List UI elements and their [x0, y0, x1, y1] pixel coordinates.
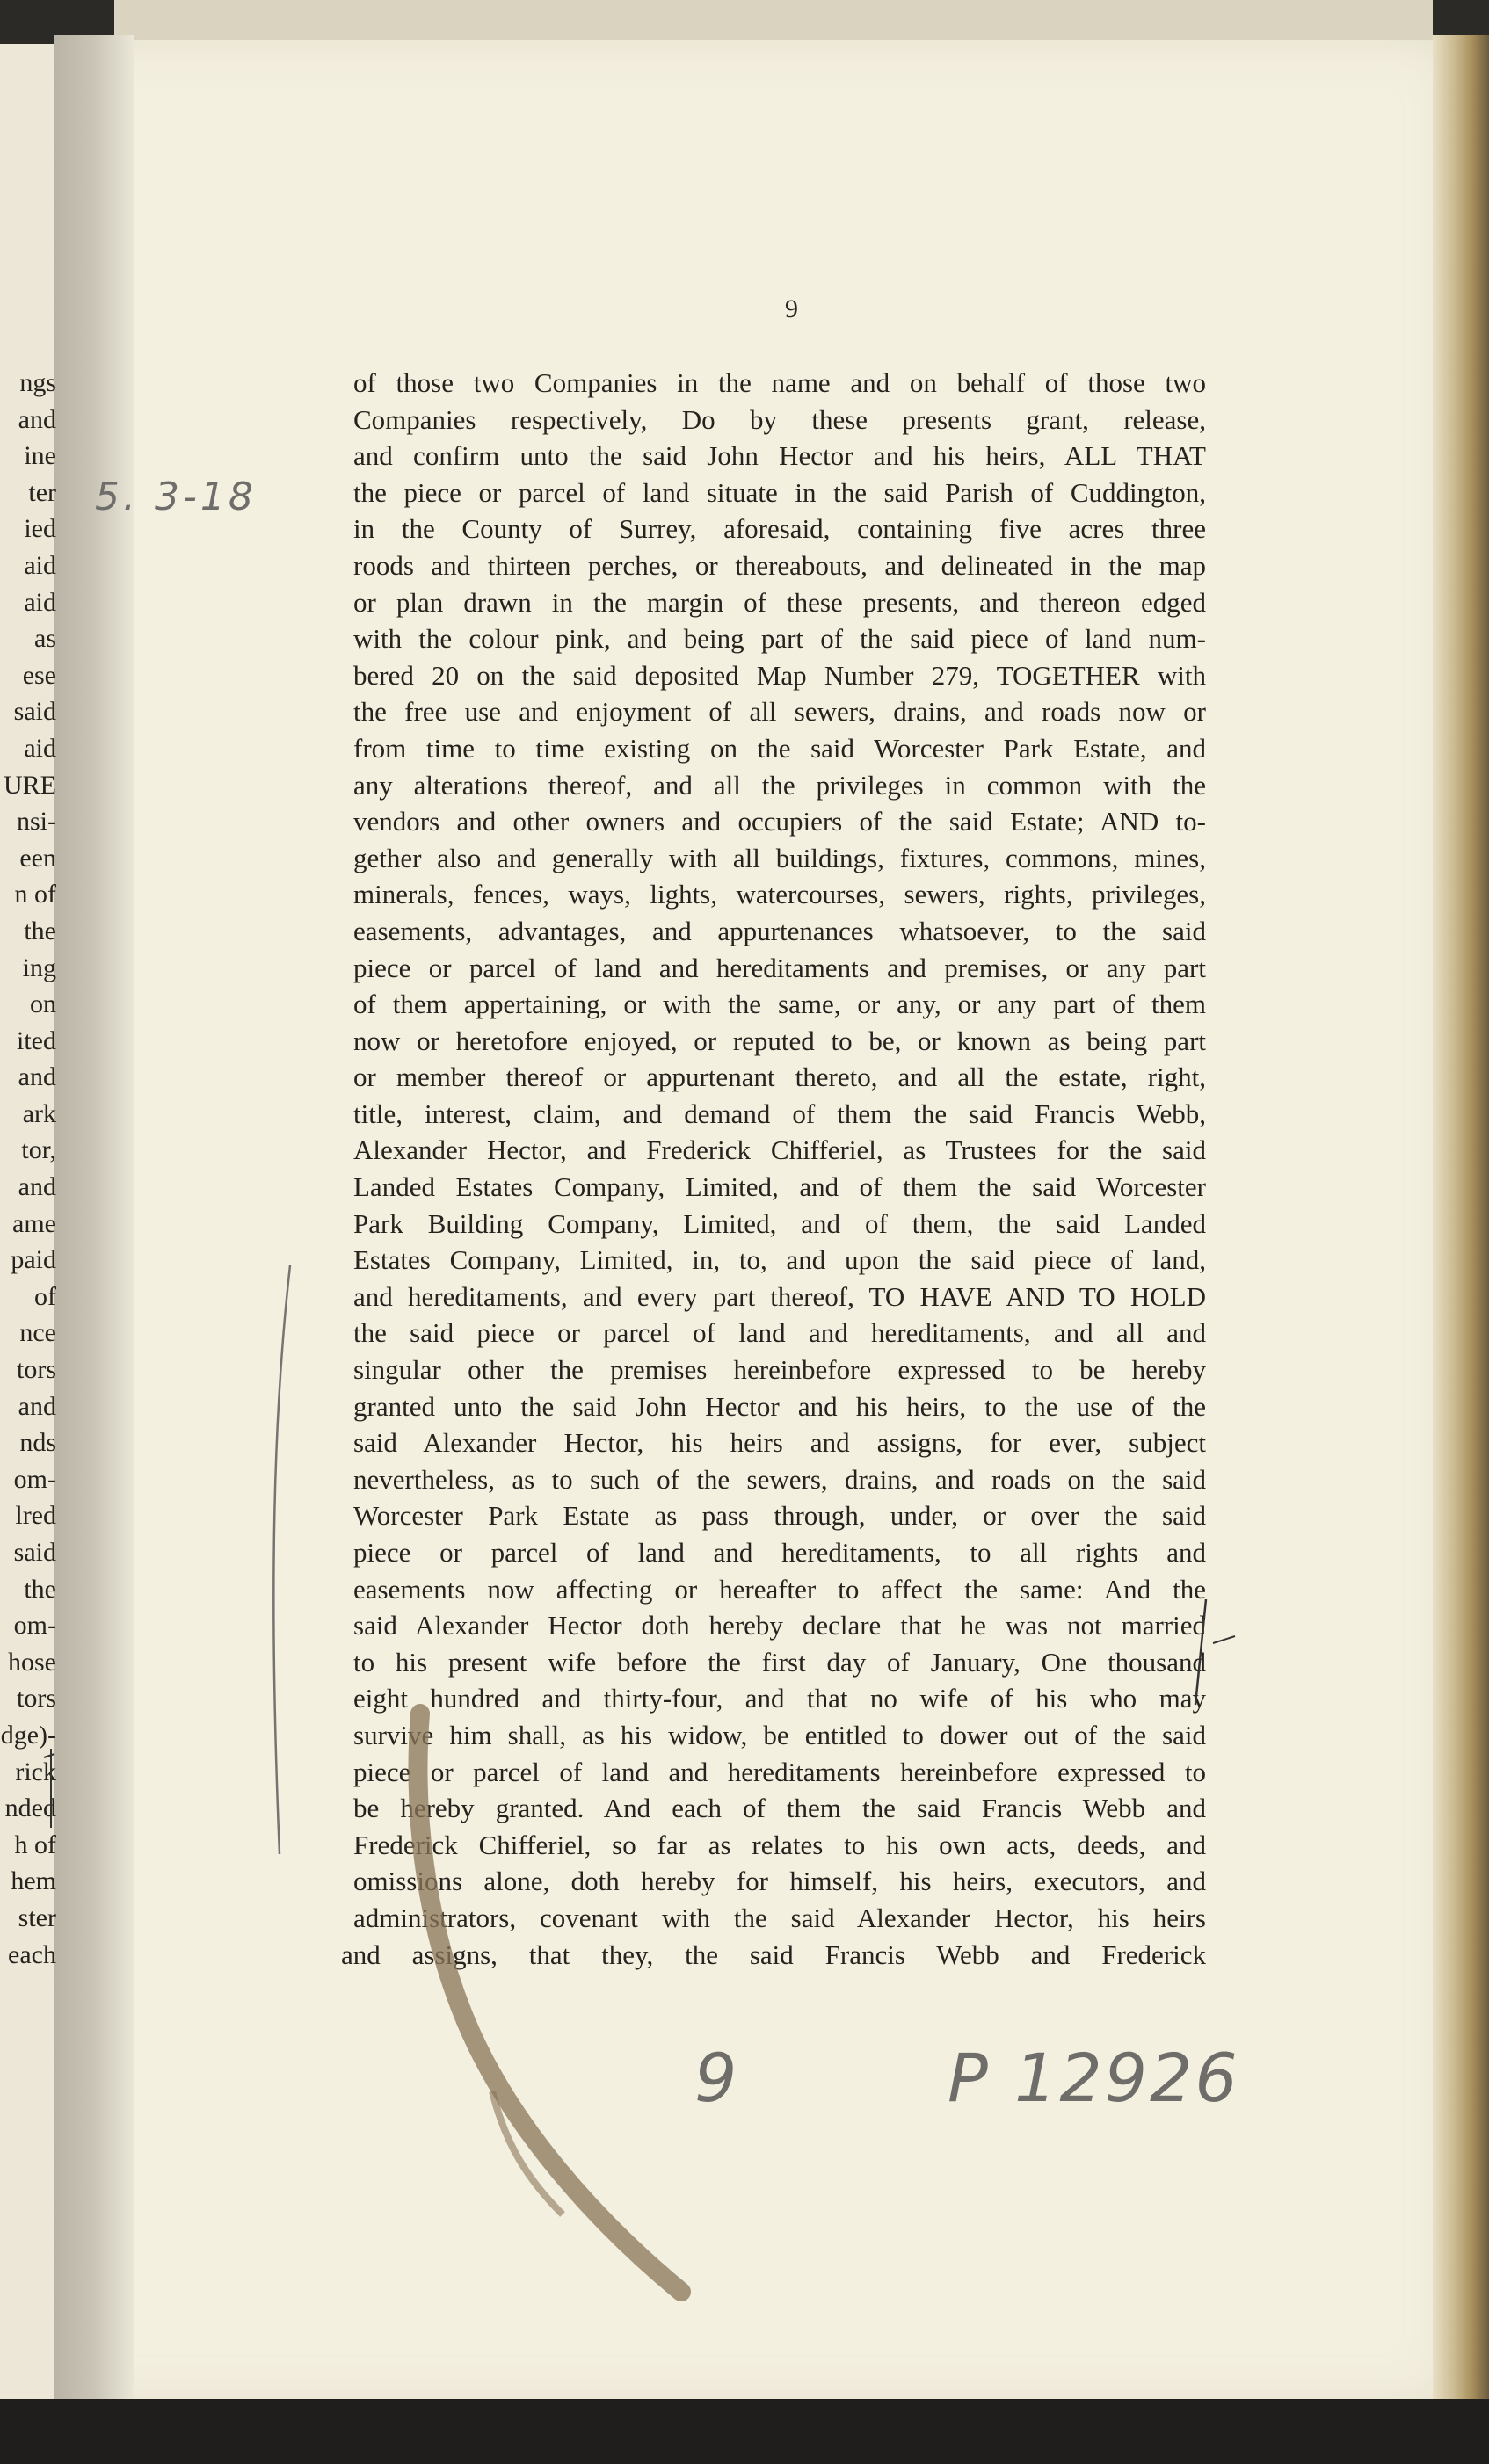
left-page-fragment: ngs — [19, 368, 56, 397]
text-line-content: said Alexander Hector, his heirs and assigns, for ever, subject — [353, 1427, 1206, 1459]
left-page-fragment: of — [34, 1281, 56, 1311]
text-line-content: minerals, fences, ways, lights, watercourses, sewers, rights, privileges, — [353, 879, 1206, 910]
text-line-content: Worcester Park Estate as pass through, under, or over the said — [353, 1500, 1206, 1532]
left-page-fragment: each — [8, 1939, 56, 1969]
left-page-fragment: ing — [22, 953, 56, 982]
text-line-content: any alterations thereof, and all the privileges in common with the — [353, 769, 1206, 801]
text-line-content: nevertheless, as to such of the sewers, drains, and roads on the said — [353, 1463, 1206, 1495]
left-page-fragment: rick — [15, 1757, 56, 1786]
left-page-fragment: URE — [4, 770, 56, 800]
left-page-fragment: n of — [14, 880, 56, 910]
left-page-fragment: nsi- — [17, 807, 56, 837]
left-page-fragment: ster — [18, 1902, 56, 1932]
left-page-fragment: ark — [22, 1098, 56, 1128]
left-page-fragment: aid — [24, 587, 56, 617]
text-line-content: piece or parcel of land and hereditaments, to all rights and — [353, 1537, 1206, 1568]
left-page-fragment: ited — [17, 1025, 56, 1055]
page-number: 9 — [785, 294, 798, 323]
left-page-fragment: the — [24, 916, 56, 946]
text-line-content: gether also and generally with all buildings, fixtures, commons, mines, — [353, 842, 1206, 873]
handwritten-reference-number: P 12926 — [948, 2039, 1240, 2117]
handwritten-margin-date: 5. 3-18 — [95, 475, 257, 519]
text-line-content: the free use and enjoyment of all sewers, drains, and roads now or — [353, 696, 1206, 728]
left-page-fragment: ter — [28, 477, 56, 507]
left-page-fragment: on — [30, 989, 56, 1019]
text-line-content: piece or parcel of land and hereditaments and premises, or any part — [353, 952, 1206, 983]
text-line-content: title, interest, claim, and demand of them the said Francis Webb, — [353, 1098, 1206, 1129]
text-line-content: Park Building Company, Limited, and of them, the said Landed — [353, 1207, 1206, 1239]
text-line-content: Frederick Chifferiel, so far as relates to his own acts, deeds, and — [353, 1829, 1206, 1860]
text-line-content: Alexander Hector, and Frederick Chifferiel, as Trustees for the said — [353, 1134, 1206, 1166]
left-page-fragment: nce — [19, 1318, 56, 1348]
left-page-fragment: om- — [13, 1464, 56, 1494]
text-line-content: Estates Company, Limited, in, to, and upon the said piece of land, — [353, 1244, 1206, 1276]
left-page-fragment: tor, — [21, 1135, 56, 1165]
text-line-content: of them appertaining, or with the same, or any, or any part of them — [353, 989, 1206, 1020]
text-line-content: eight hundred and thirty-four, and that no wife of his who may — [353, 1683, 1206, 1714]
text-line-content: vendors and other owners and occupiers of the said Estate; AND to- — [353, 806, 1206, 837]
left-page-fragment: nds — [19, 1428, 56, 1458]
text-line-content: piece or parcel of land and hereditaments hereinbefore expressed to — [353, 1756, 1206, 1787]
left-page-fragment: ese — [22, 660, 56, 690]
left-page-fragment: om- — [13, 1611, 56, 1641]
text-line-content: bered 20 on the said deposited Map Number 279, TOGETHER with — [353, 659, 1206, 691]
text-line-content: in the County of Surrey, aforesaid, containing five acres three — [353, 513, 1206, 545]
text-line-content: or member thereof or appurtenant thereto, and all the estate, right, — [353, 1062, 1206, 1093]
text-line-content: easements now affecting or hereafter to affect the same: And the — [353, 1573, 1206, 1605]
handwritten-folio-number: 9 — [694, 2039, 737, 2117]
left-page-fragment: een — [19, 843, 56, 873]
left-page-fragment: dge)- — [0, 1720, 56, 1750]
left-page-fragment: and — [18, 1172, 56, 1202]
text-line-content: be hereby granted. And each of them the said Francis Webb and — [353, 1793, 1206, 1824]
left-page-fragment: ame — [12, 1208, 56, 1238]
pencil-left-tick — [44, 1749, 54, 1828]
left-page-fragment: said — [13, 697, 56, 727]
left-page-fragment: ied — [24, 514, 56, 544]
left-page-fragment: aid — [24, 733, 56, 763]
text-line-content: omissions alone, doth hereby for himself, his heirs, executors, and — [353, 1866, 1206, 1897]
text-line-content: and assigns, that they, the said Francis Webb and Frederick — [341, 1939, 1206, 1970]
left-page-fragment: h of — [14, 1830, 56, 1859]
left-page-fragment: said — [13, 1538, 56, 1567]
text-line-content: survive him shall, as his widow, be entitled to dower out of the said — [353, 1719, 1206, 1750]
left-page-fragment: the — [24, 1574, 56, 1604]
text-line-content: with the colour pink, and being part of the said piece of land num- — [353, 623, 1206, 655]
left-page-fragment: tors — [17, 1355, 56, 1385]
text-line-content: the piece or parcel of land situate in the said Parish of Cuddington, — [353, 476, 1206, 508]
text-line-content: Companies respectively, Do by these presents grant, release, — [353, 403, 1206, 435]
text-line-content: from time to time existing on the said Worcester Park Estate, and — [353, 732, 1206, 764]
text-line-content: said Alexander Hector doth hereby declare that he was not married — [353, 1610, 1206, 1641]
left-page-fragment: ine — [24, 441, 56, 471]
text-line-content: the said piece or parcel of land and hereditaments, and all and — [353, 1317, 1206, 1349]
left-page-fragment: hose — [8, 1647, 56, 1677]
pencil-margin-line-right — [1195, 1599, 1206, 1705]
text-line-content: administrators, covenant with the said Alexander Hector, his heirs — [353, 1902, 1206, 1933]
text-line-content: granted unto the said John Hector and his heirs, to the use of the — [353, 1390, 1206, 1422]
left-page-fragment: lred — [15, 1501, 56, 1531]
left-page-fragment: and — [18, 1062, 56, 1092]
text-line-content: easements, advantages, and appurtenances whatsoever, to the said — [353, 915, 1206, 946]
left-page-fragment: and — [18, 1391, 56, 1421]
text-line-content: singular other the premises hereinbefore expressed to be hereby — [353, 1354, 1206, 1386]
left-page-fragment: nded — [4, 1794, 56, 1823]
text-line-content: or plan drawn in the margin of these presents, and thereon edged — [353, 586, 1206, 618]
left-page-fragment: tors — [17, 1684, 56, 1714]
text-line-content: roods and thirteen perches, or thereabouts, and delineated in the map — [353, 549, 1206, 581]
text-line-content: now or heretofore enjoyed, or reputed to be, or known as being part — [353, 1025, 1206, 1056]
text-line-content: Landed Estates Company, Limited, and of them the said Worcester — [353, 1171, 1206, 1203]
text-line-content: of those two Companies in the name and on behalf of those two — [353, 367, 1206, 398]
text-line-content: to his present wife before the first day of January, One thousand — [353, 1646, 1206, 1678]
left-page-fragment: paid — [11, 1245, 56, 1275]
left-page-fragment: and — [18, 404, 56, 434]
pencil-margin-line-left — [273, 1265, 290, 1854]
pencil-dash-right — [1213, 1636, 1235, 1643]
text-line-content: and confirm unto the said John Hector and his heirs, ALL THAT — [353, 440, 1206, 472]
left-page-fragment: hem — [11, 1866, 56, 1896]
left-page-fragment: as — [34, 624, 56, 654]
left-page-fragment: aid — [24, 550, 56, 580]
text-line-content: and hereditaments, and every part thereof, TO HAVE AND TO HOLD — [353, 1280, 1206, 1312]
